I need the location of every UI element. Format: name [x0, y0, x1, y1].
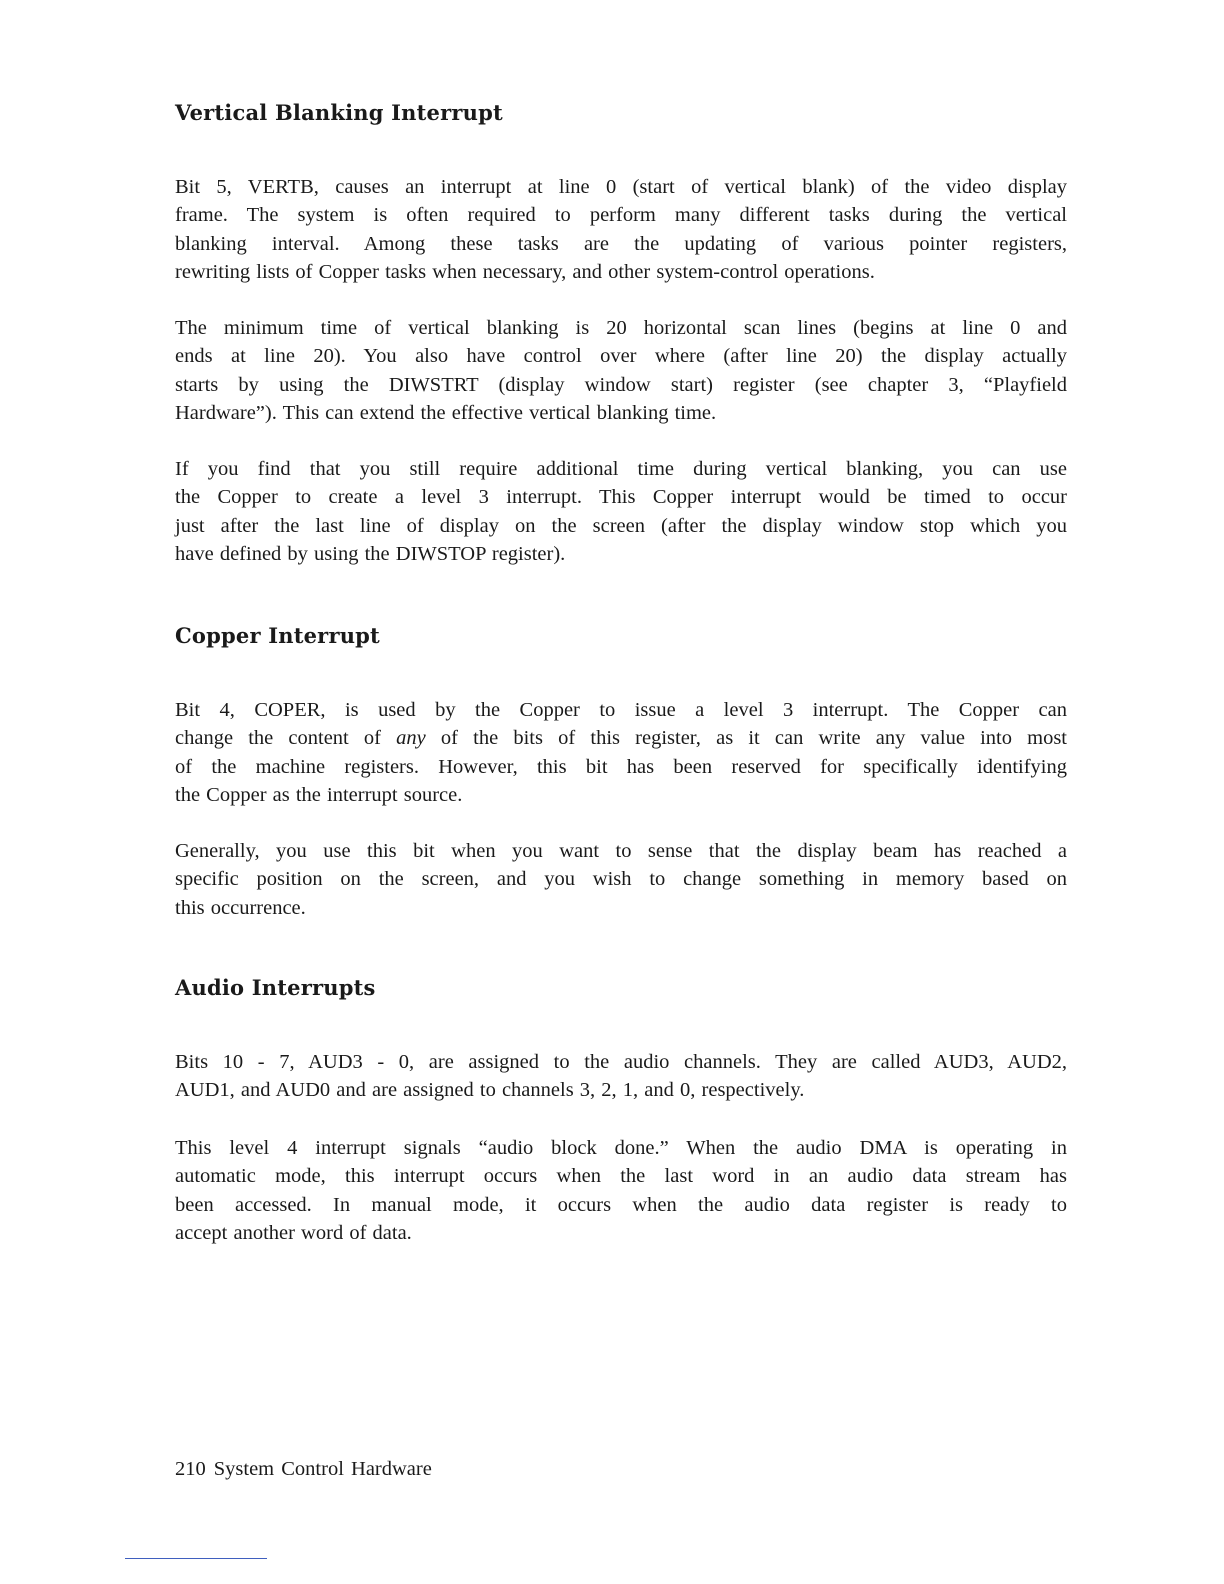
paragraph-additional-blanking-time: [175, 455, 1067, 568]
text-line: of the machine registers. However, this bit has been reserved for specifically identifying: [175, 755, 1067, 778]
text-line: Bit 5, VERTB, causes an interrupt at line 0 (start of vertical blank) of the video display: [175, 176, 1067, 198]
chapter-title: System Control Hardware: [213, 1458, 432, 1480]
paragraph-coper-description: [175, 696, 1067, 809]
emphasis-any: any: [396, 727, 426, 750]
text-line: If you find that you still require additional time during vertical blanking, you can use: [175, 458, 1067, 480]
text-line: specific position on the screen, and you wish to change something in memory based on: [175, 868, 1067, 891]
text-line: this occurrence.: [175, 896, 306, 919]
paragraph-vertb-description: [175, 173, 1067, 286]
page-footer: [175, 1455, 432, 1483]
section-heading-copper-interrupt: Copper Interrupt: [175, 623, 380, 648]
text-line: the Copper as the interrupt source.: [175, 783, 463, 806]
text-line: frame. The system is often required to perform many different tasks during the vertical: [175, 204, 1067, 227]
text-line: have defined by using the DIWSTOP register).: [175, 542, 566, 565]
text-line: the Copper to create a level 3 interrupt. This Copper interrupt would be timed to occur: [175, 486, 1067, 509]
text-line: blanking interval. Among these tasks are the updating of various pointer registers,: [175, 232, 1067, 255]
text-line: Bit 4, COPER, is used by the Copper to issue a level 3 interrupt. The Copper can: [175, 699, 1067, 721]
text-line: The minimum time of vertical blanking is 20 horizontal scan lines (begins at line 0 and: [175, 317, 1067, 339]
text-line-with-emphasis: [175, 724, 1067, 752]
text-run: change the content of: [175, 727, 397, 750]
paragraph-display-beam-usage: [175, 837, 1067, 922]
section-heading-audio-interrupts: Audio Interrupts: [175, 975, 376, 1000]
section-heading-vertical-blanking: Vertical Blanking Interrupt: [175, 100, 503, 125]
bottom-divider: [125, 1558, 267, 1559]
text-run: of the bits of this register, as it can write any value into most: [425, 727, 1068, 750]
text-line: automatic mode, this interrupt occurs when the last word in an audio data stream has: [175, 1165, 1067, 1188]
text-line: starts by using the DIWSTRT (display window start) register (see chapter 3, “Playfield: [175, 373, 1067, 396]
page-number: 210: [175, 1458, 206, 1480]
text-line: just after the last line of display on the screen (after the display window stop which you: [175, 514, 1067, 537]
text-line: accept another word of data.: [175, 1221, 412, 1244]
text-line: rewriting lists of Copper tasks when necessary, and other system-control operations.: [175, 260, 875, 283]
text-line: AUD1, and AUD0 and are assigned to channels 3, 2, 1, and 0, respectively.: [175, 1079, 805, 1102]
paragraph-audio-bits: [175, 1048, 1067, 1105]
text-line: ends at line 20). You also have control over where (after line 20) the display actually: [175, 345, 1067, 368]
paragraph-audio-block-done: [175, 1134, 1067, 1247]
text-line: Hardware”). This can extend the effective vertical blanking time.: [175, 401, 717, 424]
text-line: Bits 10 - 7, AUD3 - 0, are assigned to the audio channels. They are called AUD3, AUD2,: [175, 1051, 1067, 1073]
text-line: been accessed. In manual mode, it occurs when the audio data register is ready to: [175, 1193, 1067, 1216]
paragraph-minimum-blanking-time: [175, 314, 1067, 427]
text-line: Generally, you use this bit when you want to sense that the display beam has reached a: [175, 840, 1067, 862]
text-line: This level 4 interrupt signals “audio block done.” When the audio DMA is operating in: [175, 1137, 1067, 1159]
